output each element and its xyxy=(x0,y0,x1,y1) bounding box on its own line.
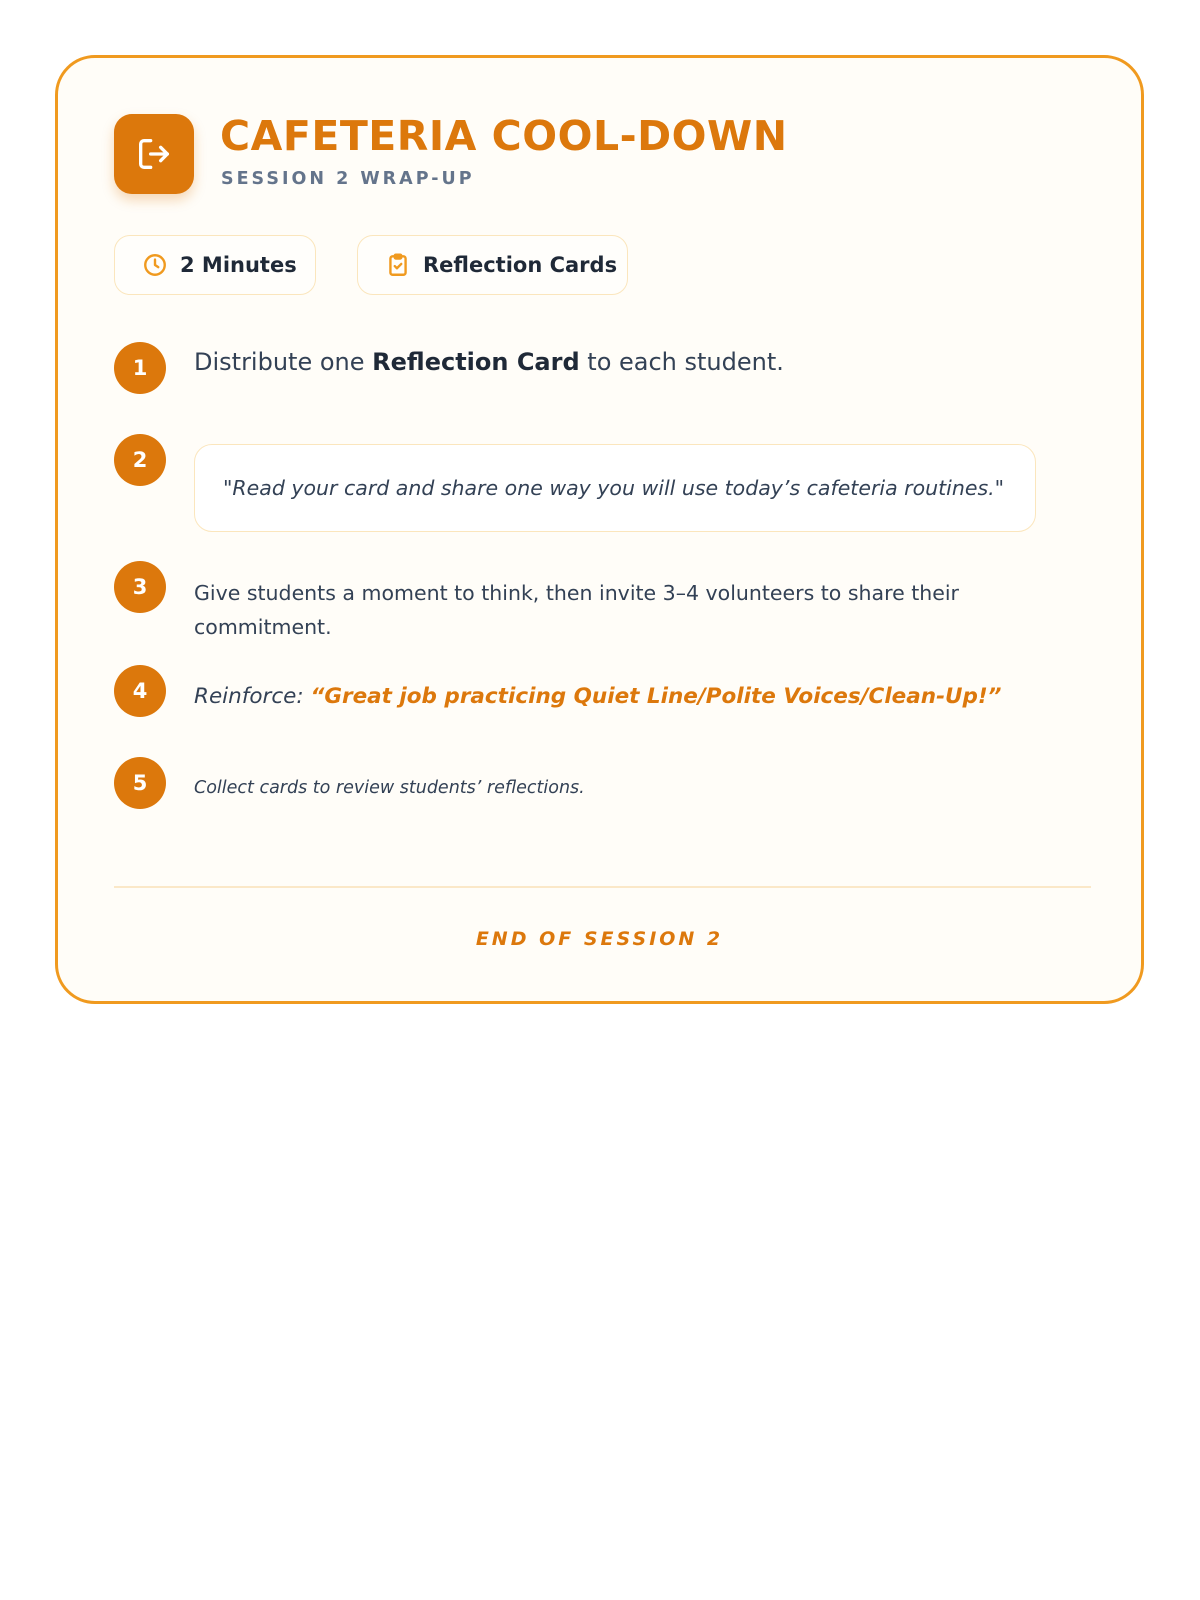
page-title: CAFETERIA COOL-DOWN xyxy=(220,112,788,160)
step-4-highlight: “Great job practicing Quiet Line/Polite Voices/Clean-Up!” xyxy=(310,684,1002,709)
page-subtitle: SESSION 2 WRAP-UP xyxy=(221,169,475,189)
step-2-quote-box xyxy=(194,444,1036,532)
step-number-4: 4 xyxy=(114,665,166,717)
materials-label: Reflection Cards xyxy=(423,253,618,277)
step-2-quote: "Read your card and share one way you will use today’s cafeteria routines." xyxy=(223,476,1005,500)
step-4-text xyxy=(194,684,1002,709)
step-number-1: 1 xyxy=(114,342,166,394)
materials-pill xyxy=(357,235,628,295)
step-number-5: 5 xyxy=(114,757,166,809)
clipboard-check-icon xyxy=(385,252,411,278)
step-number-3: 3 xyxy=(114,561,166,613)
activity-card xyxy=(55,55,1144,1004)
step-1-text-before: Distribute one xyxy=(194,348,373,376)
step-4-label: Reinforce: xyxy=(194,684,311,709)
step-5-text: Collect cards to review students’ reflections. xyxy=(194,778,585,798)
step-1-text xyxy=(194,348,784,376)
footer-text: END OF SESSION 2 xyxy=(475,928,724,950)
exit-icon xyxy=(114,114,194,194)
divider xyxy=(114,886,1091,888)
step-3-text: Give students a moment to think, then invite 3–4 volunteers to share their commitment. xyxy=(194,581,959,639)
step-1-text-bold: Reflection Card xyxy=(372,348,580,376)
step-number-2: 2 xyxy=(114,434,166,486)
step-1-text-after: to each student. xyxy=(579,348,784,376)
duration-pill xyxy=(114,235,316,295)
clock-icon xyxy=(142,252,168,278)
duration-label: 2 Minutes xyxy=(180,253,297,277)
